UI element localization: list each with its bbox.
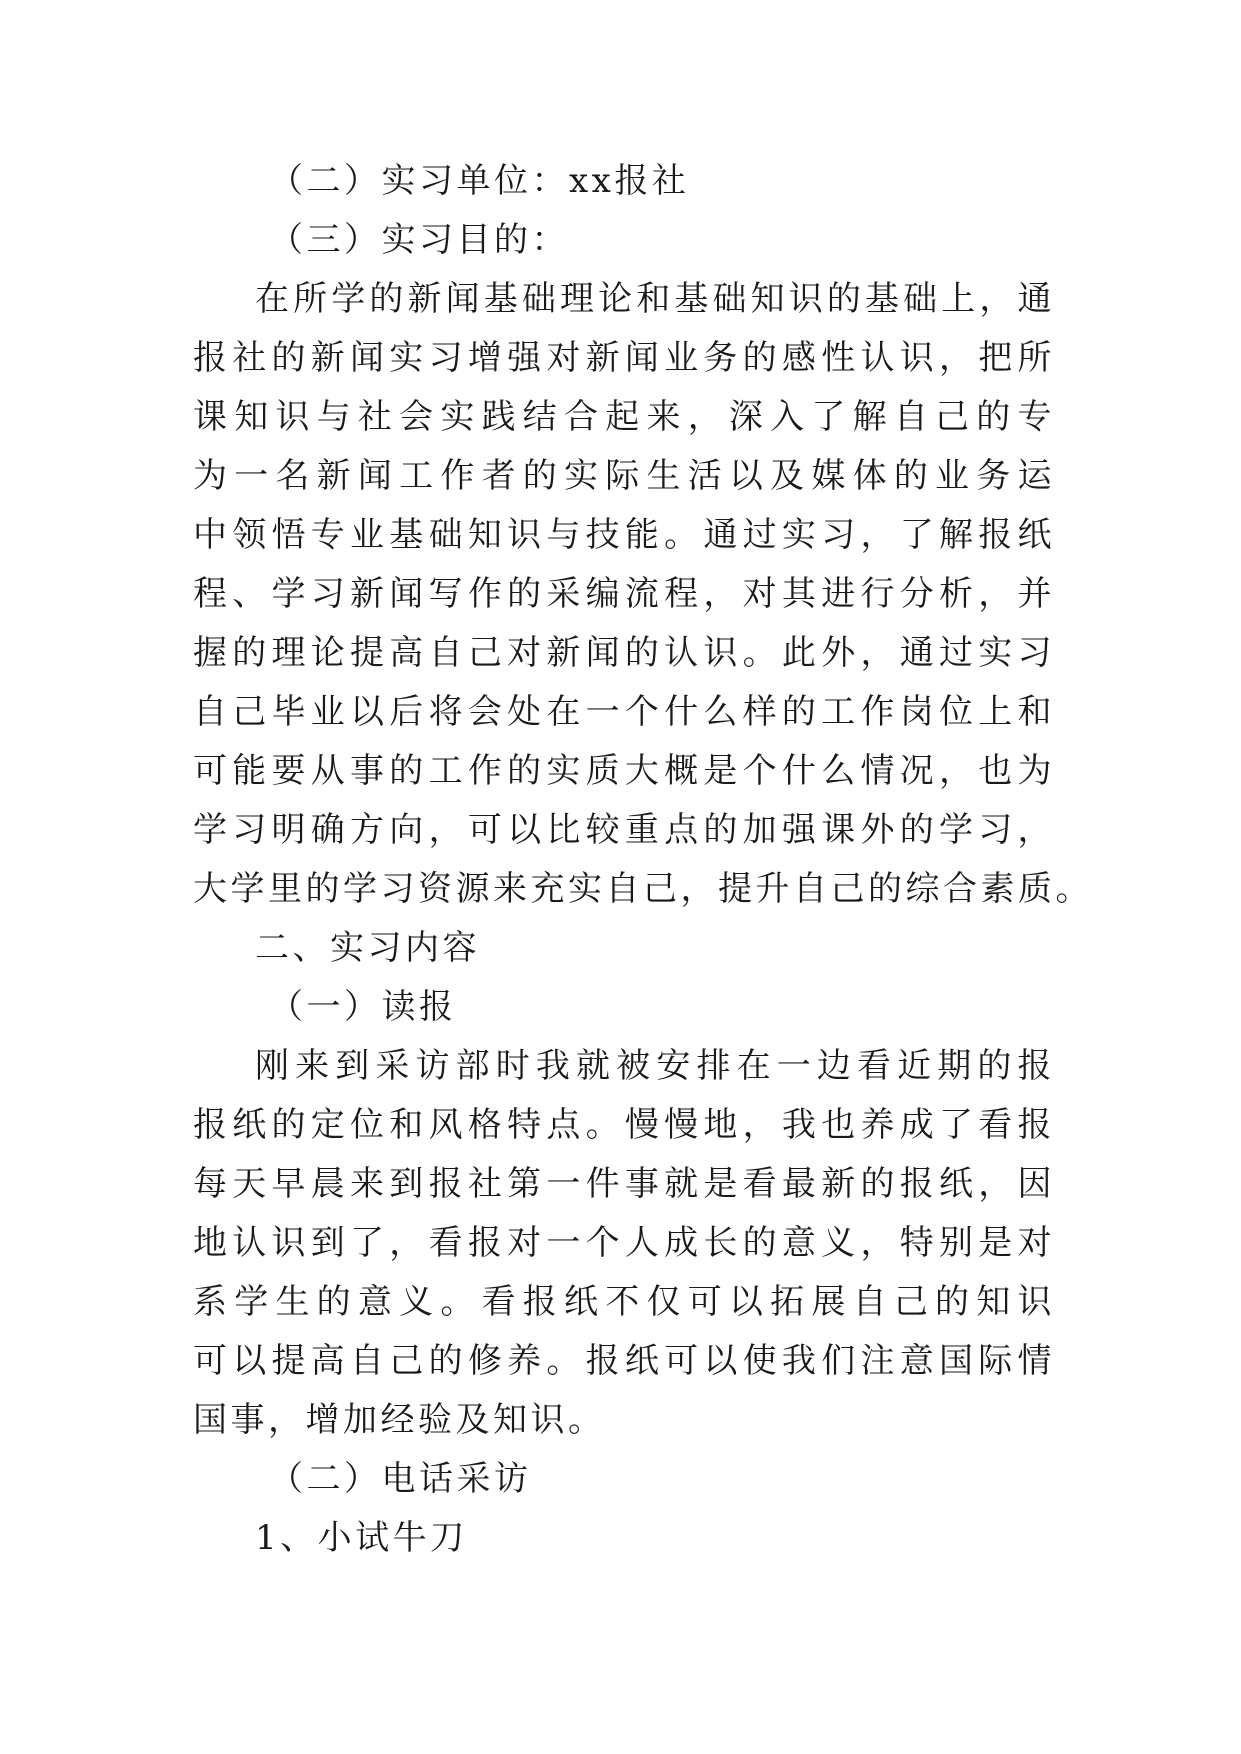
- paragraph-line: 地认识到了，看报对一个人成长的意义，特别是对: [193, 1223, 1055, 1263]
- paragraph-line: 中领悟专业基础知识与技能。通过实习，了解报纸: [193, 515, 1055, 555]
- paragraph-line: 自己毕业以后将会处在一个什么样的工作岗位上和: [193, 692, 1055, 732]
- paragraph-line: 可以提高自己的修养。报纸可以使我们注意国际情: [193, 1341, 1055, 1381]
- paragraph-line: 为一名新闻工作者的实际生活以及媒体的业务运: [193, 456, 1055, 496]
- paragraph-line: 握的理论提高自己对新闻的认识。此外，通过实习: [193, 633, 1055, 673]
- subsection-heading-first-try: 1、小试牛刀: [255, 1518, 468, 1558]
- paragraph-line: 学习明确方向，可以比较重点的加强课外的学习，: [193, 810, 1055, 850]
- paragraph-line: 可能要从事的工作的实质大概是个什么情况，也为: [193, 751, 1055, 791]
- paragraph-line: 国事，增加经验及知识。: [193, 1400, 606, 1440]
- paragraph-line: 在所学的新闻基础理论和基础知识的基础上，通: [255, 279, 1055, 319]
- paragraph-line: 报社的新闻实习增强对新闻业务的感性认识，把所: [193, 338, 1055, 378]
- subsection-heading-reading: （一）读报: [269, 987, 457, 1027]
- subsection-heading-phone-interview: （二）电话采访: [269, 1459, 532, 1499]
- paragraph-line: 报纸的定位和风格特点。慢慢地，我也养成了看报: [193, 1105, 1055, 1145]
- paragraph-line: 课知识与社会实践结合起来，深入了解自己的专: [193, 397, 1055, 437]
- paragraph-line: 大学里的学习资源来充实自己，提升自己的综合素质。: [193, 869, 1093, 909]
- section-heading-content: 二、实习内容: [255, 928, 480, 968]
- section-heading-unit: （二）实习单位：xx报社: [269, 161, 690, 201]
- paragraph-line: 刚来到采访部时我就被安排在一边看近期的报: [255, 1046, 1055, 1086]
- paragraph-line: 系学生的意义。看报纸不仅可以拓展自己的知识: [193, 1282, 1055, 1322]
- section-heading-purpose: （三）实习目的：: [269, 220, 569, 260]
- paragraph-line: 程、学习新闻写作的采编流程，对其进行分析，并: [193, 574, 1055, 614]
- paragraph-line: 每天早晨来到报社第一件事就是看最新的报纸，因: [193, 1164, 1055, 1204]
- document-page: [193, 152, 1093, 1568]
